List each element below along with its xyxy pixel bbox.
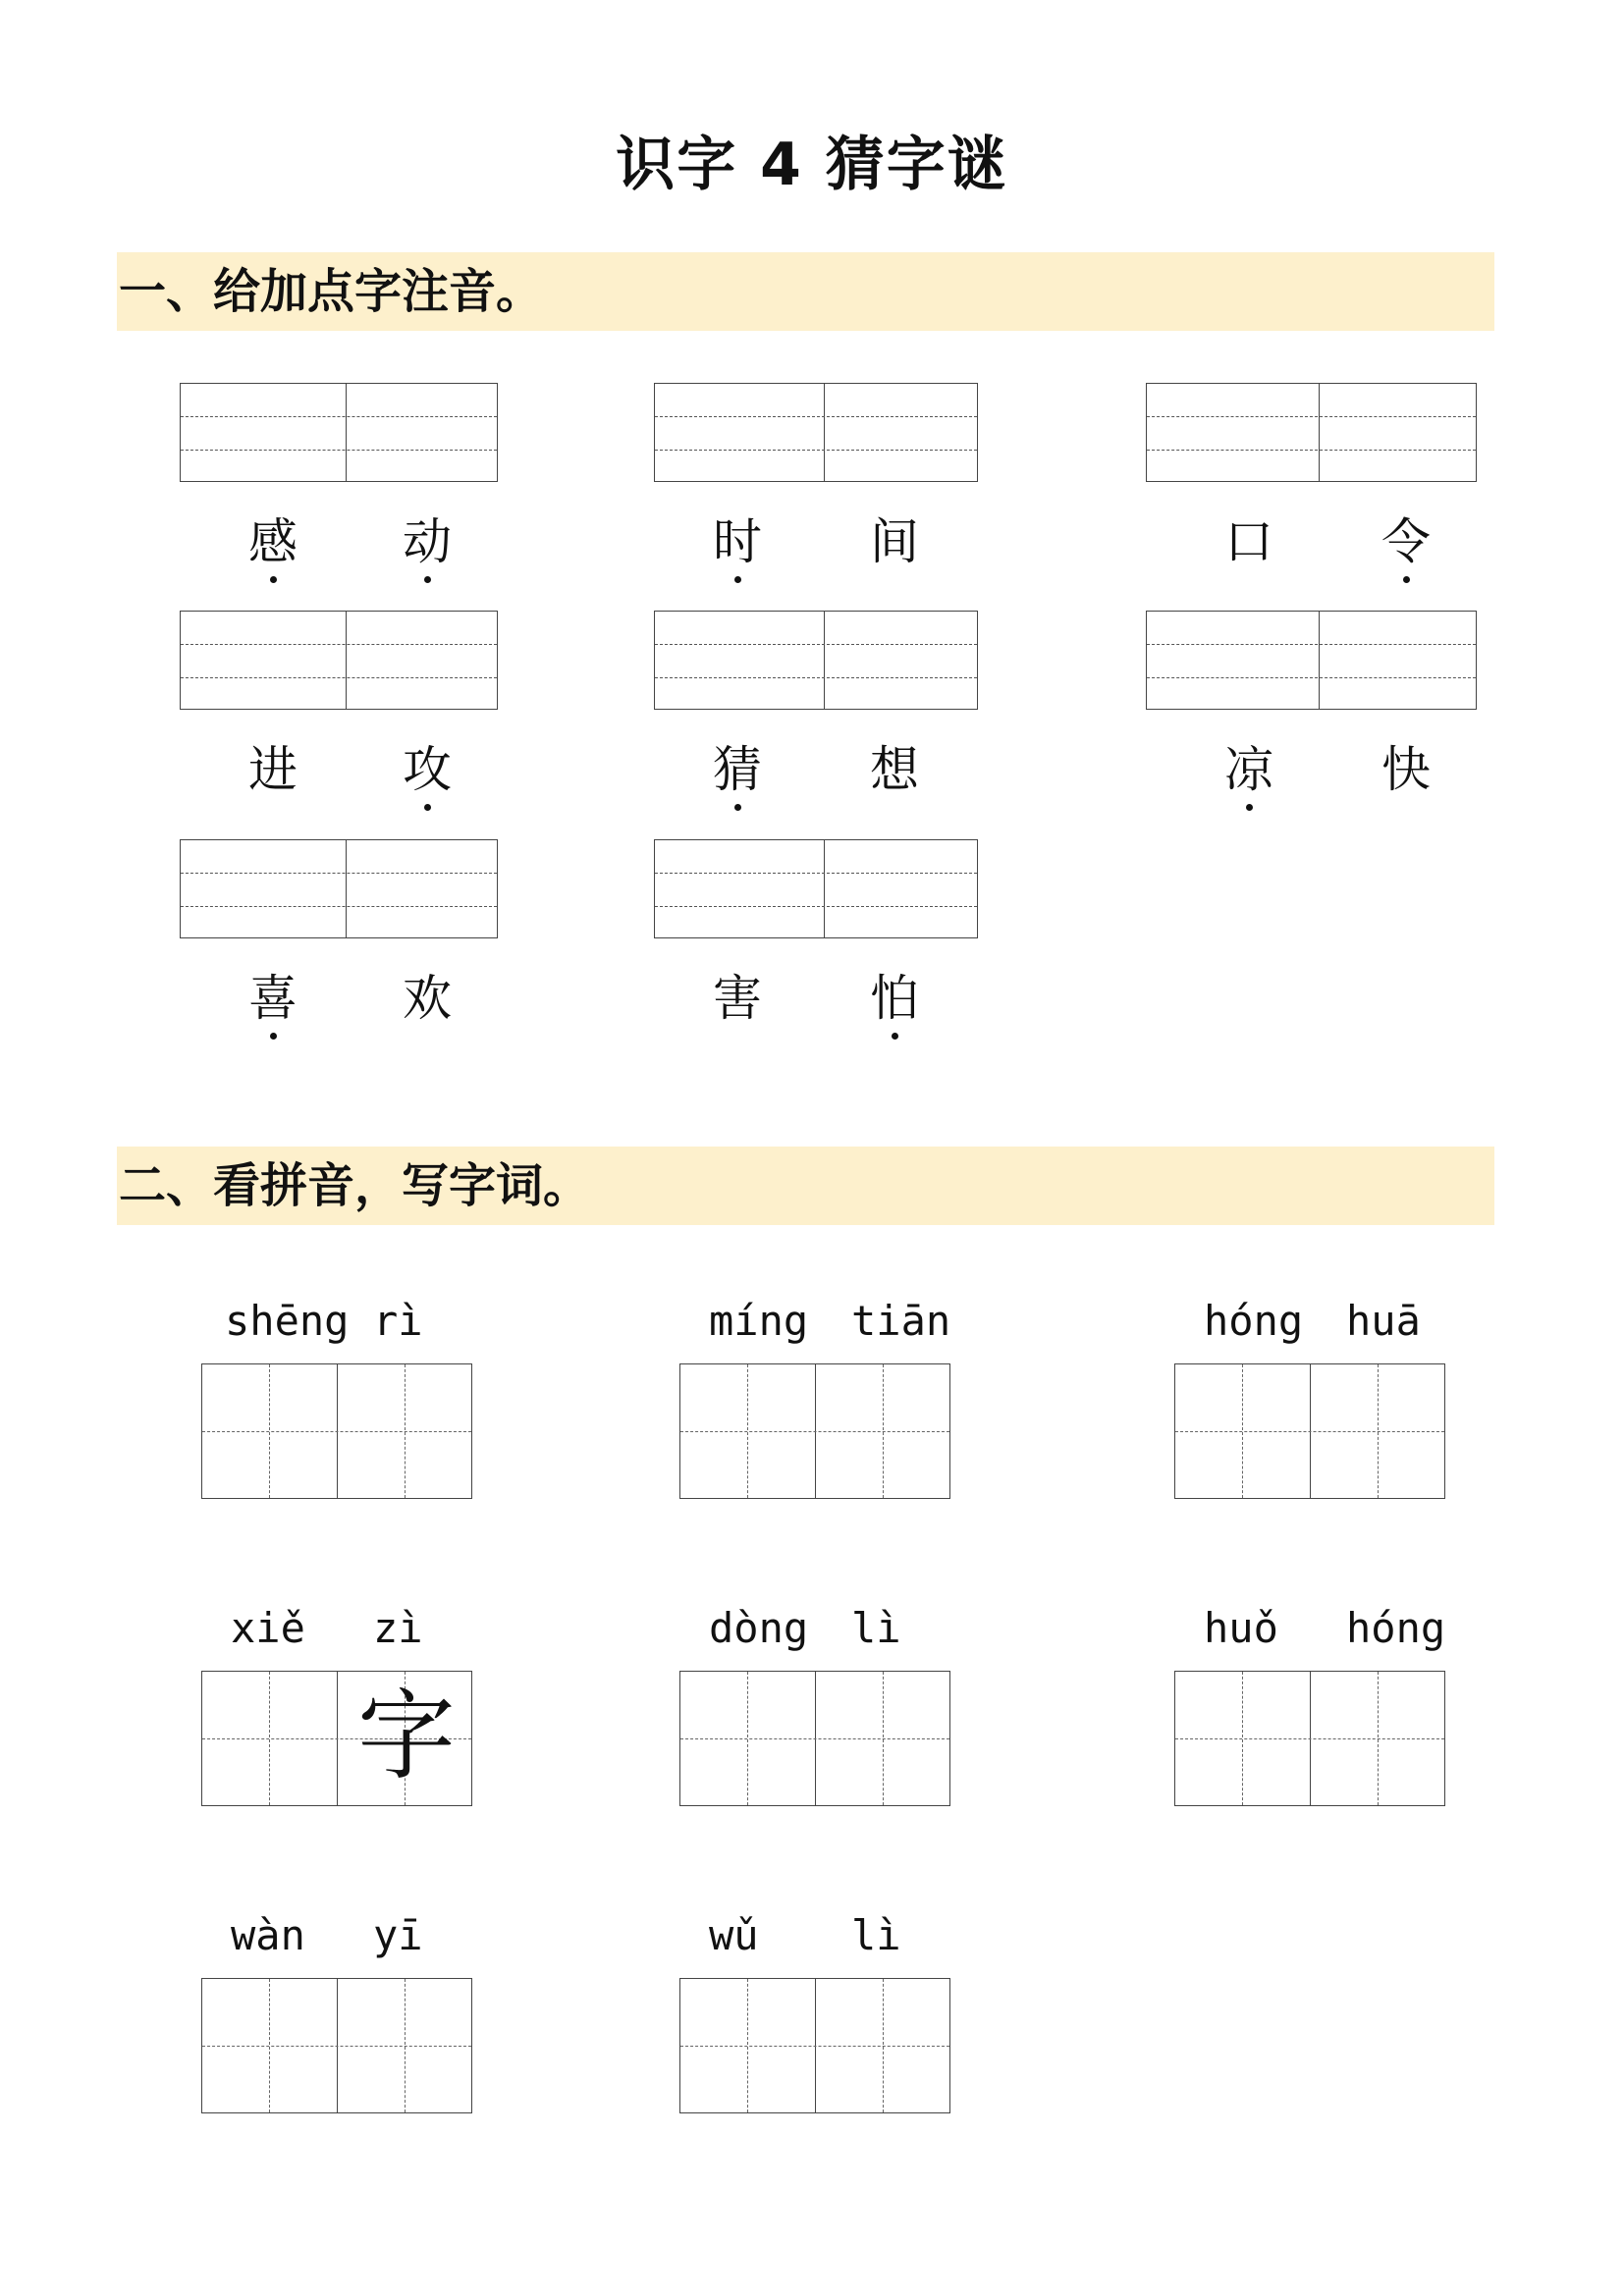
word-character: 快 xyxy=(1381,741,1431,798)
grid-guide-line xyxy=(655,677,977,678)
pinyin-answer-box[interactable] xyxy=(1146,383,1477,482)
pinyin-label: hóng xyxy=(1204,1297,1304,1345)
grid-guide-line xyxy=(1147,677,1476,678)
pinyin-label: rì xyxy=(373,1297,423,1345)
grid-divider xyxy=(346,612,347,709)
word-character: 口 xyxy=(1224,513,1273,570)
sample-character: 字 xyxy=(357,1679,456,1793)
grid-guide-line xyxy=(680,1738,949,1739)
word-character: 害 xyxy=(713,970,762,1027)
grid-divider xyxy=(1319,612,1320,709)
section-2-title: 二、看拼音，写字词。 xyxy=(119,1158,591,1213)
grid-divider xyxy=(824,840,825,937)
pinyin-answer-box[interactable] xyxy=(654,383,978,482)
tianzige-writing-box[interactable] xyxy=(1174,1671,1445,1806)
pinyin-label: shēng xyxy=(225,1297,350,1345)
tianzige-writing-box[interactable] xyxy=(1174,1363,1445,1499)
word-character: 时 xyxy=(708,503,767,573)
pinyin-label: wǔ xyxy=(709,1911,759,1959)
word-character: 想 xyxy=(870,741,919,798)
grid-divider xyxy=(346,384,347,481)
pinyin-label: lì xyxy=(851,1604,901,1652)
grid-guide-line xyxy=(202,2046,471,2047)
pinyin-label: huā xyxy=(1346,1297,1421,1345)
grid-guide-line xyxy=(1147,644,1476,645)
word-character: 怕 xyxy=(865,959,924,1030)
grid-guide-line xyxy=(202,1431,471,1432)
grid-guide-line xyxy=(1175,1738,1444,1739)
grid-guide-line xyxy=(181,677,497,678)
section-1-header xyxy=(117,252,1494,331)
grid-guide-line xyxy=(1147,416,1476,417)
pinyin-answer-box[interactable] xyxy=(180,383,498,482)
grid-guide-line xyxy=(655,644,977,645)
grid-guide-line xyxy=(655,416,977,417)
tianzige-writing-box[interactable] xyxy=(679,1978,950,2113)
grid-guide-line xyxy=(181,906,497,907)
pinyin-label: xiě xyxy=(231,1604,305,1652)
grid-divider xyxy=(346,840,347,937)
pinyin-label: dòng xyxy=(709,1604,809,1652)
tianzige-writing-box[interactable] xyxy=(201,1978,472,2113)
grid-guide-line xyxy=(655,450,977,451)
word-character: 攻 xyxy=(398,730,457,801)
word-character: 动 xyxy=(398,503,457,573)
grid-guide-line xyxy=(680,1431,949,1432)
pinyin-answer-box[interactable] xyxy=(654,839,978,938)
tianzige-writing-box[interactable] xyxy=(201,1671,472,1806)
section-1-title: 一、给加点字注音。 xyxy=(119,264,544,319)
grid-guide-line xyxy=(1147,450,1476,451)
pinyin-label: hóng xyxy=(1346,1604,1446,1652)
grid-guide-line xyxy=(181,416,497,417)
grid-divider xyxy=(1319,384,1320,481)
tianzige-writing-box[interactable] xyxy=(201,1363,472,1499)
pinyin-answer-box[interactable] xyxy=(1146,611,1477,710)
grid-guide-line xyxy=(181,450,497,451)
grid-guide-line xyxy=(181,873,497,874)
pinyin-label: wàn xyxy=(231,1911,305,1959)
grid-divider xyxy=(824,612,825,709)
pinyin-label: huǒ xyxy=(1204,1604,1278,1652)
pinyin-label: lì xyxy=(851,1911,901,1959)
word-character: 感 xyxy=(244,503,302,573)
grid-guide-line xyxy=(181,644,497,645)
pinyin-label: zì xyxy=(373,1604,423,1652)
word-character: 间 xyxy=(870,513,919,570)
grid-guide-line xyxy=(680,2046,949,2047)
word-character: 喜 xyxy=(244,959,302,1030)
pinyin-label: yī xyxy=(373,1911,423,1959)
word-character: 欢 xyxy=(403,970,452,1027)
pinyin-label: míng xyxy=(709,1297,809,1345)
grid-guide-line xyxy=(1175,1431,1444,1432)
page-title: 识字 4 猜字谜 xyxy=(616,131,1008,199)
grid-guide-line xyxy=(655,906,977,907)
word-character: 猜 xyxy=(708,730,767,801)
pinyin-answer-box[interactable] xyxy=(654,611,978,710)
pinyin-label: tiān xyxy=(851,1297,951,1345)
tianzige-writing-box[interactable] xyxy=(679,1363,950,1499)
tianzige-writing-box[interactable] xyxy=(679,1671,950,1806)
word-character: 进 xyxy=(248,741,298,798)
grid-divider xyxy=(824,384,825,481)
pinyin-answer-box[interactable] xyxy=(180,839,498,938)
pinyin-answer-box[interactable] xyxy=(180,611,498,710)
word-character: 凉 xyxy=(1219,730,1278,801)
word-character: 令 xyxy=(1377,503,1435,573)
grid-guide-line xyxy=(655,873,977,874)
section-2-header xyxy=(117,1147,1494,1225)
